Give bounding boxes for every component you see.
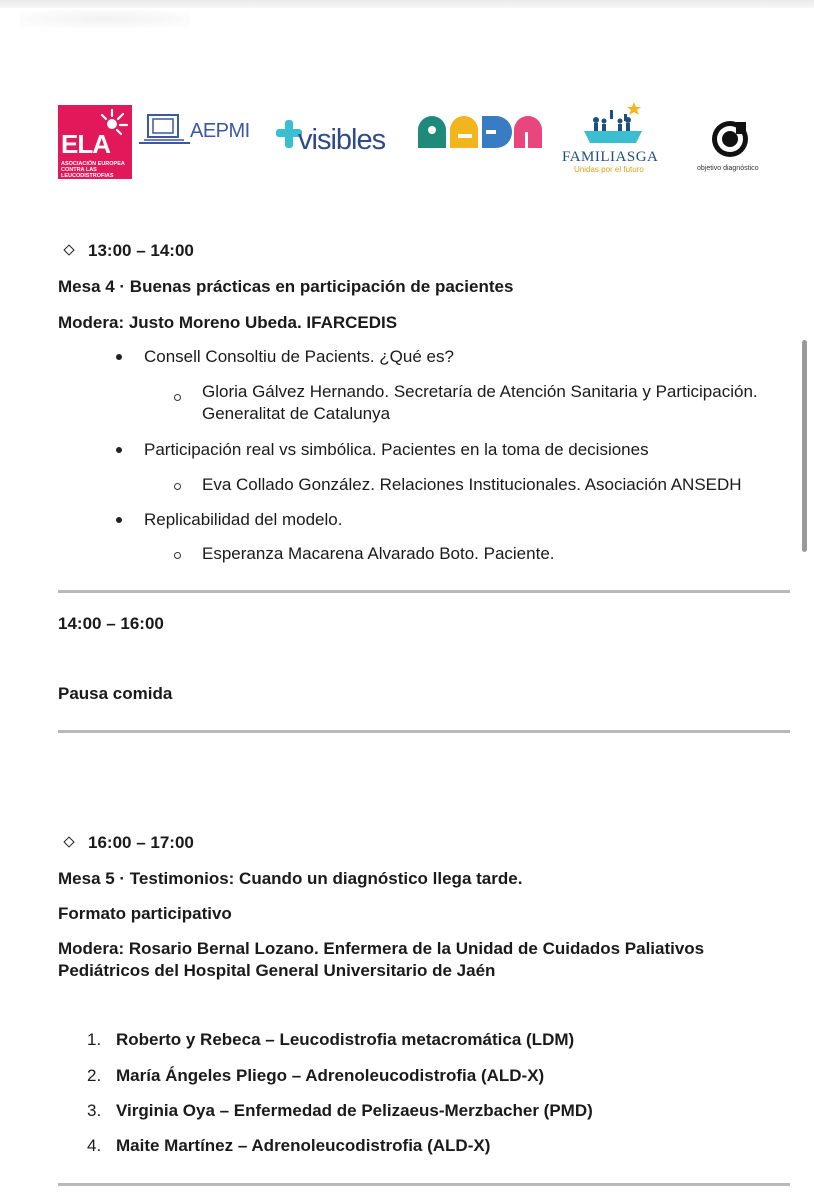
familias-ga-logo bbox=[560, 100, 664, 176]
list-number: 4. bbox=[87, 1136, 102, 1155]
familias-logo-tagline: Unidas por el futuro bbox=[574, 165, 644, 174]
top-band bbox=[0, 0, 814, 8]
section-divider bbox=[58, 1183, 790, 1186]
moderator: Pediátricos del Hospital General Universitario de Jaén bbox=[58, 961, 496, 980]
testimony-item: Roberto y Rebeca – Leucodistrofia metacromática (LDM) bbox=[116, 1030, 575, 1049]
section-divider bbox=[58, 730, 790, 733]
topic-item: Replicabilidad del modelo. bbox=[144, 510, 343, 529]
ela-logo-subtitle: ASOCIACIÓN EUROPEA CONTRA LAS LEUCODISTROFIAS bbox=[61, 161, 125, 179]
session-title: Mesa 5 · Testimonios: Cuando un diagnóstico llega tarde. bbox=[58, 869, 523, 888]
moderator: Modera: Justo Moreno Ubeda. IFARCEDIS bbox=[58, 313, 398, 332]
diamond-bullet-icon bbox=[63, 244, 74, 255]
top-shadow bbox=[20, 10, 190, 28]
pause-label: Pausa comida bbox=[58, 684, 173, 703]
ela-logo bbox=[58, 105, 132, 179]
aepmi-logo-text: AEPMI bbox=[190, 120, 250, 142]
list-number: 3. bbox=[87, 1101, 102, 1120]
familias-logo-text: FAMILIASGA bbox=[562, 149, 659, 165]
aepmi-monitor-icon bbox=[138, 112, 192, 146]
bullet-dot-icon bbox=[116, 517, 122, 523]
speaker-line: Gloria Gálvez Hernando. Secretaría de Atención Sanitaria y Participación. bbox=[202, 382, 758, 401]
pause-time: 14:00 – 16:00 bbox=[58, 614, 164, 633]
testimony-item: Virginia Oya – Enfermedad de Pelizaeus-Merzbacher (PMD) bbox=[116, 1101, 593, 1120]
scrollbar[interactable] bbox=[802, 340, 807, 552]
testimony-item: María Ángeles Pliego – Adrenoleucodistrofia (ALD-X) bbox=[116, 1066, 545, 1085]
circle-sub-bullet-icon bbox=[174, 483, 181, 490]
speaker-line: Esperanza Macarena Alvarado Boto. Paciente. bbox=[202, 544, 555, 563]
diamond-bullet-icon bbox=[63, 836, 74, 847]
boat-family-icon bbox=[560, 100, 664, 148]
aeda-logo bbox=[416, 112, 544, 150]
session-title: Mesa 4 · Buenas prácticas en participación de pacientes bbox=[58, 277, 514, 296]
topic-item: Participación real vs simbólica. Pacientes en la toma de decisiones bbox=[144, 440, 649, 459]
bullet-dot-icon bbox=[116, 447, 122, 453]
bullet-dot-icon bbox=[116, 354, 122, 360]
circle-sub-bullet-icon bbox=[174, 394, 181, 401]
circle-sub-bullet-icon bbox=[174, 552, 181, 559]
list-number: 2. bbox=[87, 1066, 102, 1085]
objetivo-diagnostico-logo bbox=[692, 116, 768, 176]
aeda-letters-icon bbox=[416, 112, 544, 150]
objetivo-logo-caption: objetivo diagnóstico bbox=[697, 165, 759, 172]
speaker-line: Eva Collado González. Relaciones Institucionales. Asociación ANSEDH bbox=[202, 475, 742, 494]
aepmi-logo bbox=[138, 112, 256, 148]
topic-item: Consell Consoltiu de Pacients. ¿Qué es? bbox=[144, 347, 454, 366]
session-time: 13:00 – 14:00 bbox=[88, 241, 194, 260]
list-number: 1. bbox=[87, 1030, 102, 1049]
target-ring-icon bbox=[692, 116, 768, 162]
speaker-line: Generalitat de Catalunya bbox=[202, 404, 391, 423]
star-icon bbox=[627, 102, 641, 115]
visibles-logo-text: visibles bbox=[298, 124, 386, 156]
visibles-logo bbox=[276, 118, 398, 158]
testimony-item: Maite Martínez – Adrenoleucodistrofia (ALD-X) bbox=[116, 1136, 491, 1155]
section-divider bbox=[58, 590, 790, 593]
session-format: Formato participativo bbox=[58, 904, 232, 923]
session-time: 16:00 – 17:00 bbox=[88, 833, 194, 852]
moderator: Modera: Rosario Bernal Lozano. Enfermera de la Unidad de Cuidados Paliativos bbox=[58, 939, 705, 958]
ela-logo-text: ELA bbox=[61, 129, 110, 159]
